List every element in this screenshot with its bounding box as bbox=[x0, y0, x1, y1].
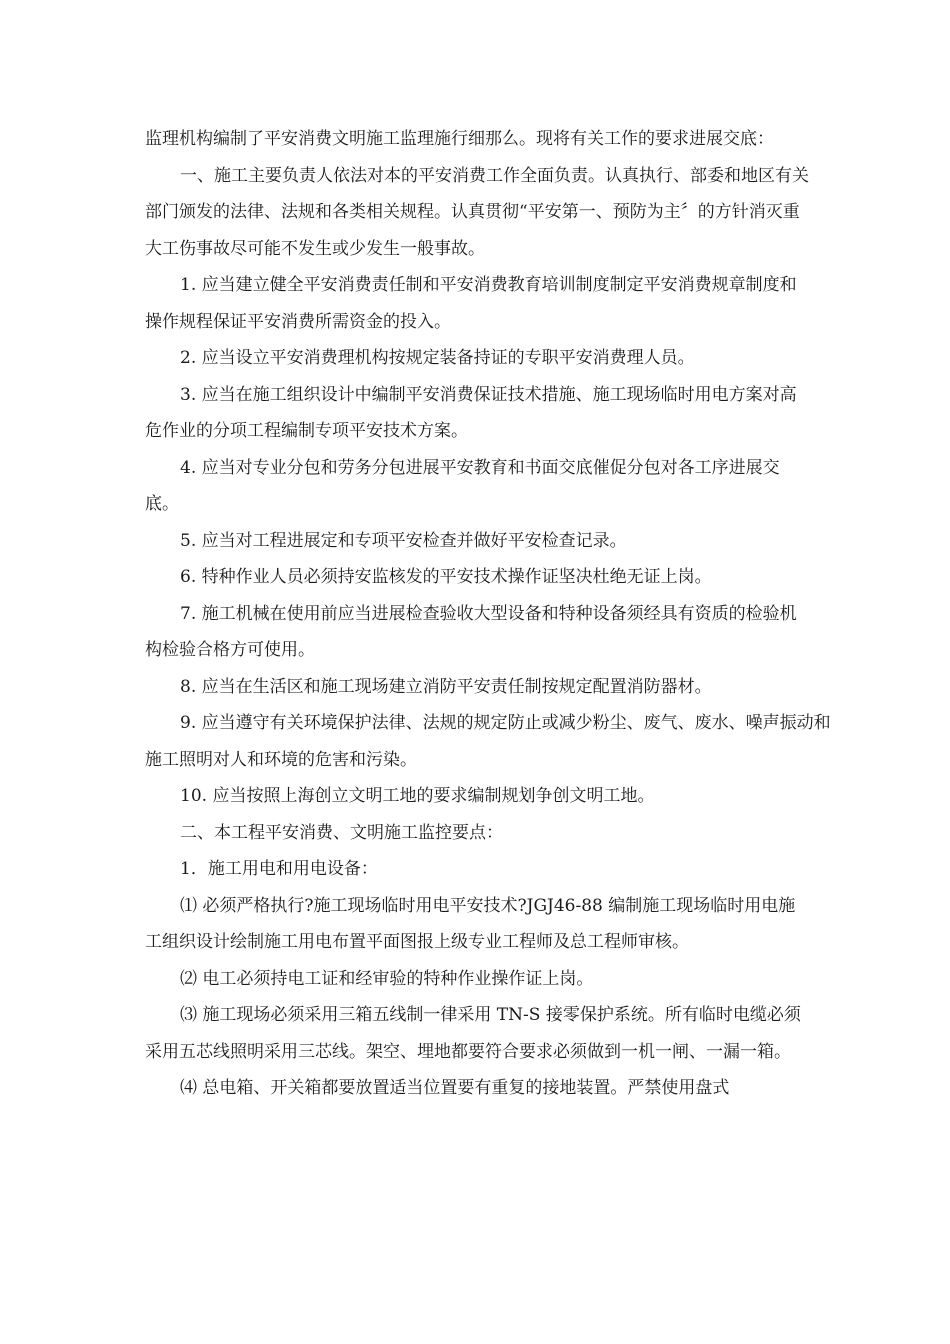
paragraph-item-2: 2. 应当设立平安消费理机构按规定装备持证的专职平安消费理人员。 bbox=[180, 348, 695, 368]
paragraph-section-2: 二、本工程平安消费、文明施工监控要点： bbox=[180, 822, 503, 843]
document-body bbox=[145, 121, 831, 1107]
paragraph-item-8: 8. 应当在生活区和施工现场建立消防平安责任制按规定配置消防器材。 bbox=[180, 676, 712, 697]
paragraph-clause-1: ⑴ 必须严格执行?施工现场临时用电平安技术?JGJ46-88 编制施工现场临时用电施工组织设计绘制施工用电布置平面图报上级专业工程师及总工程师审核。 bbox=[145, 895, 796, 952]
paragraph-clause-4: ⑷ 总电箱、开关箱都要放置适当位置要有重复的接地装置。严禁使用盘式 bbox=[180, 1078, 730, 1098]
paragraph-item-10: 10. 应当按照上海创立文明工地的要求编制规划争创文明工地。 bbox=[180, 786, 655, 806]
paragraph-intro: 监理机构编制了平安消费文明施工监理施行细那么。现将有关工作的要求进展交底： bbox=[145, 129, 774, 149]
paragraph-subheading-1: 1．施工用电和用电设备： bbox=[180, 859, 378, 879]
paragraph-item-7: 7. 施工机械在使用前应当进展检查验收大型设备和特种设备须经具有资质的检验机构检验合格方可使用。 bbox=[145, 603, 797, 660]
paragraph-clause-2: ⑵ 电工必须持电工证和经审验的特种作业操作证上岗。 bbox=[180, 968, 594, 989]
paragraph-item-9: 9. 应当遵守有关环境保护法律、法规的规定防止或减少粉尘、废气、废水、噪声振动和施工照明对人和环境的危害和污染。 bbox=[145, 713, 831, 770]
paragraph-item-4: 4. 应当对专业分包和劳务分包进展平安教育和书面交底催促分包对各工序进展交底。 bbox=[145, 457, 780, 514]
paragraph-item-5: 5. 应当对工程进展定和专项平安检查并做好平安检查记录。 bbox=[180, 530, 627, 551]
paragraph-item-3: 3. 应当在施工组织设计中编制平安消费保证技术措施、施工现场临时用电方案对高危作业的分项工程编制专项平安技术方案。 bbox=[145, 384, 797, 441]
paragraph-item-6: 6. 特种作业人员必须持安监核发的平安技术操作证坚决杜绝无证上岗。 bbox=[180, 567, 712, 587]
paragraph-clause-3: ⑶ 施工现场必须采用三箱五线制一律采用 TN-S 接零保护系统。所有临时电缆必须采用五芯线照明采用三芯线。架空、埋地都要符合要求必须做到一机一闸、一漏一箱。 bbox=[145, 1005, 801, 1062]
paragraph-section-1: 一、施工主要负责人依法对本的平安消费工作全面负责。认真执行、部委和地区有关部门颁发的法律、法规和各类相关规程。认真贯彻“平安第一、预防为主〞的方针消灭重大工伤事故尽可能不发生或少发生一般事故。 bbox=[145, 165, 809, 259]
paragraph-item-1: 1. 应当建立健全平安消费责任制和平安消费教育培训制度制定平安消费规章制度和操作规程保证平安消费所需资金的投入。 bbox=[145, 275, 797, 332]
